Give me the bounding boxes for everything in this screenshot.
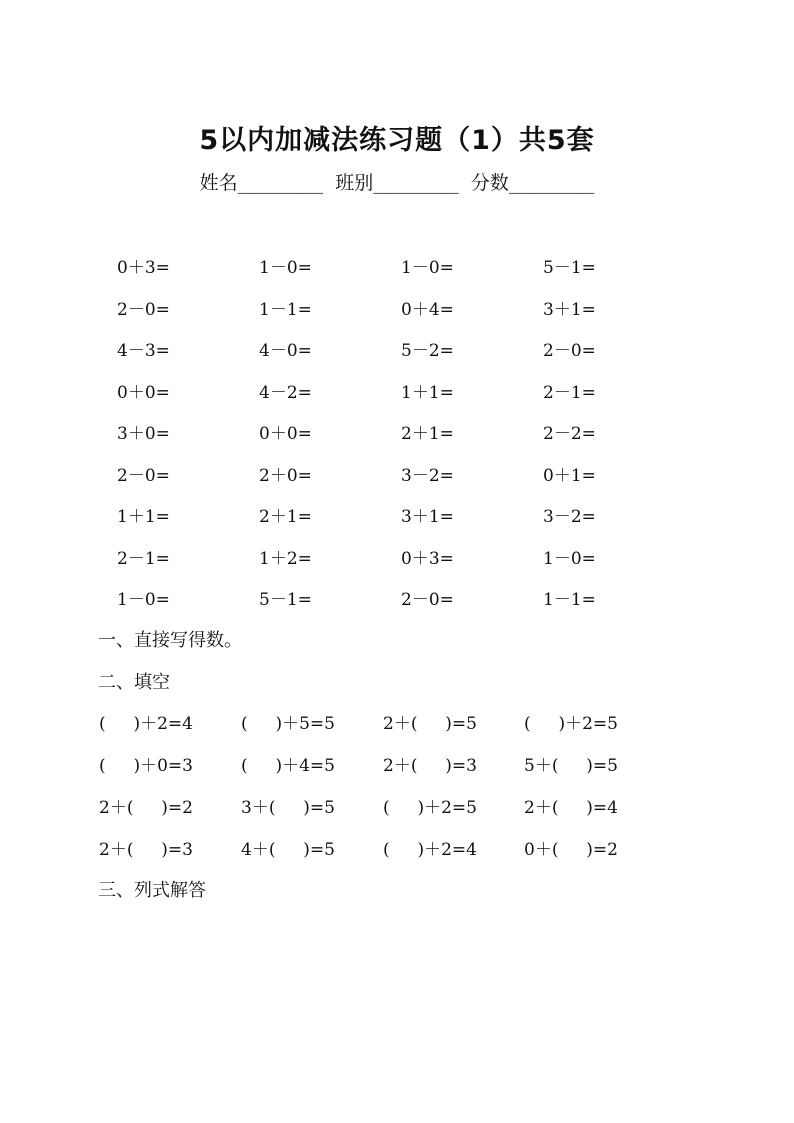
calc-problem: 0＋0= [117,382,170,403]
calc-problem: 2－1= [543,382,596,403]
section-2-heading: 二、填空 [98,672,170,693]
fill-blank-problem: ( )＋5=5 [241,714,335,734]
calc-problem: 1＋1= [117,507,170,527]
calc-problem: 2＋1= [401,424,454,444]
calc-problem: 2－2= [543,424,596,444]
calc-problem: 2－0= [117,465,170,486]
calc-problem: 5－1= [543,258,596,278]
calc-problem: 1＋2= [259,548,312,569]
calc-problem: 2＋1= [259,507,312,527]
calc-problem: 3＋1= [543,299,596,320]
fill-blank-problem: 5＋( )=5 [524,756,618,776]
fill-blank-problem: 2＋( )=5 [383,714,477,734]
calc-problem: 0＋0= [259,424,312,444]
fill-row [0,793,794,819]
calc-problem: 2－0= [401,590,454,610]
calc-problem: 2＋0= [259,465,312,486]
calc-problem: 2－0= [117,299,170,320]
fill-blank-problem: 2＋( )=2 [99,798,193,818]
calc-problem: 1－0= [117,590,170,610]
fill-blank-problem: ( )＋2=4 [383,840,477,860]
calc-problem: 0＋3= [117,258,170,278]
fill-row [0,709,794,735]
section-3-heading: 三、列式解答 [98,880,206,901]
calc-problem: 0＋4= [401,299,454,320]
fill-blank-problem: 4＋( )=5 [241,840,335,860]
section-1-heading: 一、直接写得数。 [98,630,242,651]
page-title: 5以内加减法练习题（1）共5套 [199,125,595,156]
calc-problem: 0＋1= [543,465,596,486]
fill-blank-problem: ( )＋2=4 [99,714,193,734]
calc-row [0,378,794,404]
fill-blank-problem: 2＋( )=4 [524,798,618,818]
calc-problem: 4－3= [117,341,170,361]
calc-problem: 3－2= [401,465,454,486]
calc-problem: 1－0= [543,548,596,569]
fill-row [0,835,794,861]
calc-problem: 3＋0= [117,424,170,444]
calc-problem: 0＋3= [401,548,454,569]
calc-problem: 2－1= [117,548,170,569]
calc-row [0,336,794,362]
calc-problem: 4－2= [259,382,312,403]
calc-problem: 5－2= [401,341,454,361]
fill-blank-problem: 2＋( )=3 [99,840,193,860]
calc-problem: 5－1= [259,590,312,610]
calc-problem: 1－0= [259,258,312,278]
calc-problem: 1－1= [543,590,596,610]
calc-row [0,461,794,487]
fill-blank-problem: 2＋( )=3 [383,756,477,776]
calc-problem: 3＋1= [401,507,454,527]
calc-row [0,502,794,528]
calc-row [0,585,794,611]
fill-blank-problem: ( )＋2=5 [524,714,618,734]
student-info-line: 姓名_________ 班别_________ 分数_________ [199,172,595,194]
fill-blank-problem: 0＋( )=2 [524,840,618,860]
calc-problem: 1－1= [259,299,312,320]
fill-row [0,751,794,777]
fill-blank-problem: 3＋( )=5 [241,798,335,818]
calc-row [0,253,794,279]
calc-problem: 1－0= [401,258,454,278]
calc-problem: 2－0= [543,341,596,361]
calc-row [0,419,794,445]
calc-problem: 4－0= [259,341,312,361]
calc-problem: 1＋1= [401,382,454,403]
calc-row [0,544,794,570]
fill-blank-problem: ( )＋4=5 [241,756,335,776]
fill-blank-problem: ( )＋0=3 [99,756,193,776]
calc-row [0,295,794,321]
calc-problem: 3－2= [543,507,596,527]
fill-blank-problem: ( )＋2=5 [383,798,477,818]
